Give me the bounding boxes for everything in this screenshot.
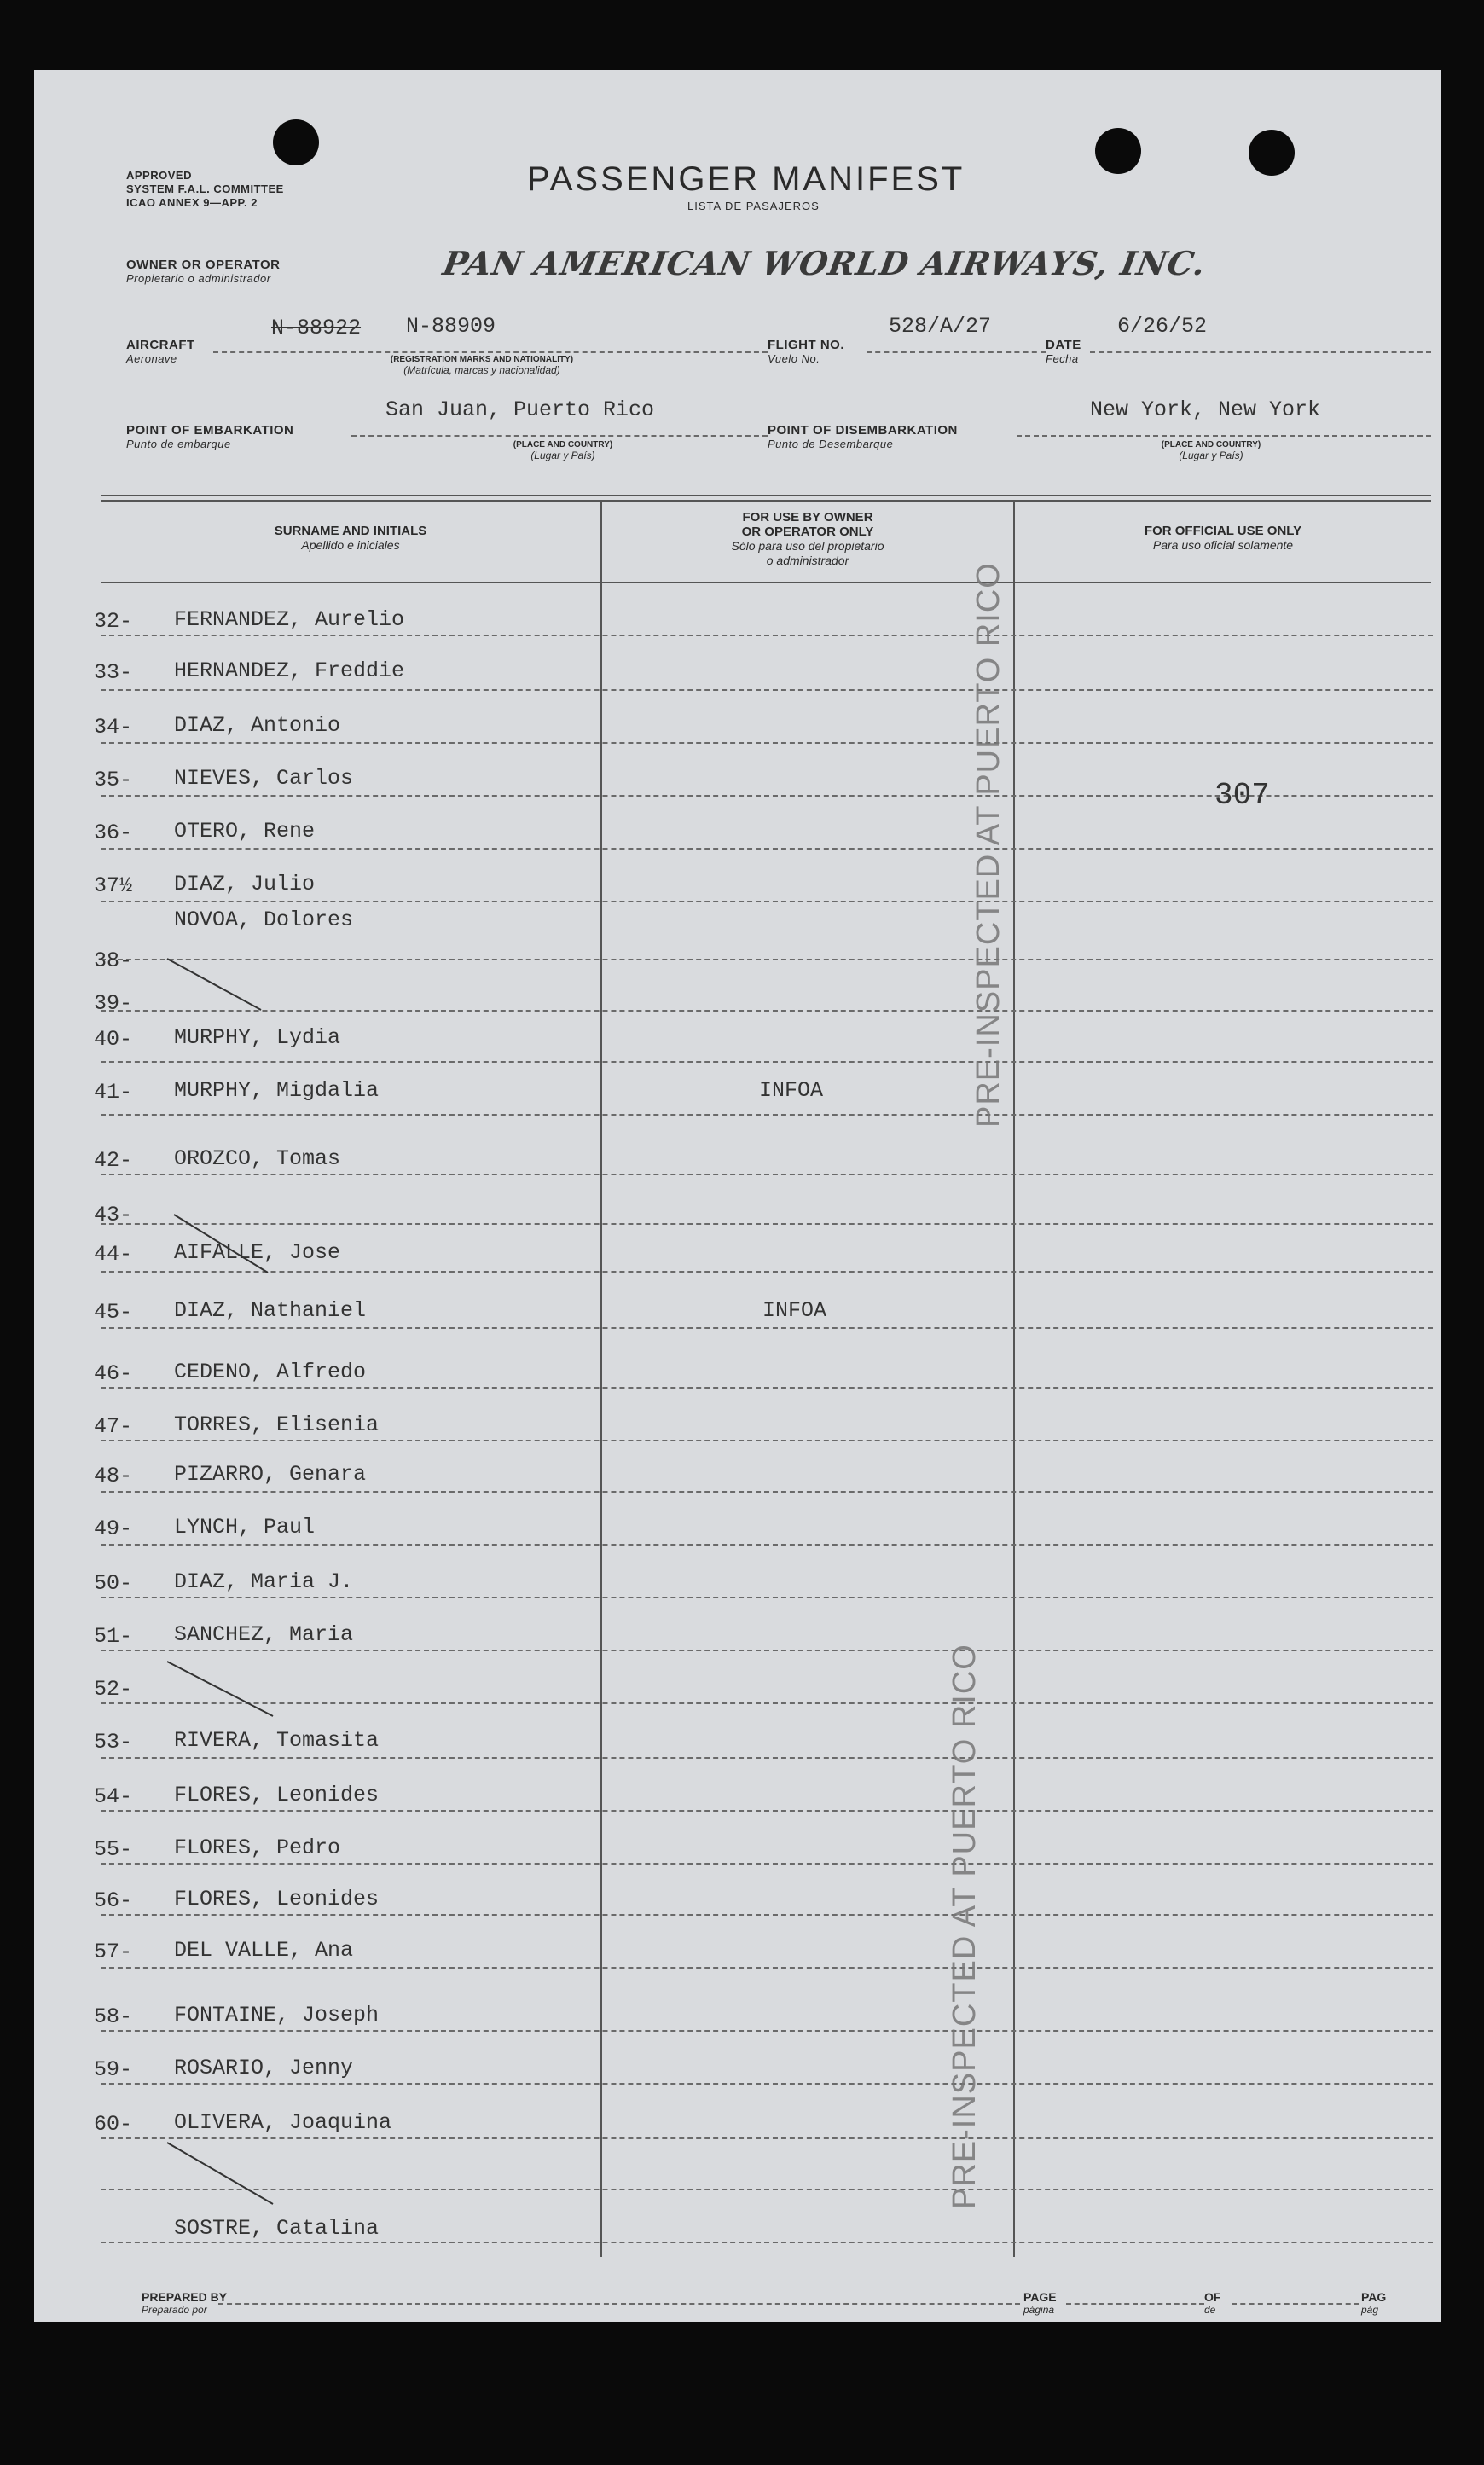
operator-note: INFOA bbox=[762, 1298, 827, 1323]
flight-label: FLIGHT NO. Vuelo No. bbox=[768, 338, 844, 365]
flight-value: 528/A/27 bbox=[889, 314, 992, 339]
passenger-name: NIEVES, Carlos bbox=[174, 766, 354, 791]
passenger-name: DIAZ, Julio bbox=[174, 872, 316, 896]
date-value: 6/26/52 bbox=[1117, 314, 1208, 339]
row-number: 32- bbox=[94, 609, 133, 634]
passenger-name: TORRES, Elisenia bbox=[174, 1412, 380, 1437]
row-number: 49- bbox=[94, 1517, 133, 1541]
passenger-name: FERNANDEZ, Aurelio bbox=[174, 607, 405, 632]
row-number: 43- bbox=[94, 1203, 133, 1227]
operator-name: PAN AMERICAN WORLD AIRWAYS, INC. bbox=[440, 244, 1209, 282]
column-header-official-use: FOR OFFICIAL USE ONLY Para uso oficial solamente bbox=[1144, 524, 1302, 552]
strike-line bbox=[167, 2143, 273, 2204]
prepared-by-label: PREPARED BY Preparado por bbox=[142, 2290, 228, 2316]
row-number: 52- bbox=[94, 1677, 133, 1702]
row-number: 35- bbox=[94, 768, 133, 792]
passenger-name: OTERO, Rene bbox=[174, 819, 316, 844]
passenger-name: ROSARIO, Jenny bbox=[174, 2056, 354, 2080]
passenger-name: CEDENO, Alfredo bbox=[174, 1360, 367, 1384]
row-number: 50- bbox=[94, 1571, 133, 1596]
passenger-name: FLORES, Leonides bbox=[174, 1783, 380, 1807]
passenger-name: OROZCO, Tomas bbox=[174, 1146, 341, 1171]
row-number: 58- bbox=[94, 2004, 133, 2029]
row-number: 39- bbox=[94, 991, 133, 1016]
passenger-name: DIAZ, Maria J. bbox=[174, 1569, 354, 1594]
owner-label: OWNER OR OPERATOR Propietario o administrador bbox=[126, 258, 281, 285]
disembarkation-caption: (PLACE AND COUNTRY) (Lugar y País) bbox=[1161, 440, 1261, 461]
strike-line bbox=[167, 1662, 273, 1716]
aircraft-caption: (REGISTRATION MARKS AND NATIONALITY) (Matrícula, marcas y nacionalidad) bbox=[390, 355, 574, 376]
row-number: 46- bbox=[94, 1361, 133, 1386]
embarkation-label: POINT OF EMBARKATION Punto de embarque bbox=[126, 423, 294, 450]
row-number: 51- bbox=[94, 1624, 133, 1649]
embarkation-caption: (PLACE AND COUNTRY) (Lugar y País) bbox=[513, 440, 613, 461]
strike-line bbox=[167, 959, 261, 1010]
page-title: PASSENGER MANIFEST bbox=[527, 160, 965, 198]
embarkation-value: San Juan, Puerto Rico bbox=[385, 397, 655, 422]
column-header-owner-use: FOR USE BY OWNER OR OPERATOR ONLY Sólo para uso del propietario o administrador bbox=[731, 510, 884, 567]
official-use-number: 307 bbox=[1214, 778, 1270, 813]
passenger-name: MURPHY, Migdalia bbox=[174, 1078, 380, 1103]
approval-note: APPROVED SYSTEM F.A.L. COMMITTEE ICAO ANNEX 9—APP. 2 bbox=[126, 169, 284, 209]
passenger-name: DIAZ, Nathaniel bbox=[174, 1298, 367, 1323]
aircraft-value: N-88909 bbox=[406, 314, 496, 339]
row-number: 47- bbox=[94, 1414, 133, 1439]
row-number: 41- bbox=[94, 1080, 133, 1105]
operator-note: INFOA bbox=[759, 1078, 824, 1103]
passenger-name: NOVOA, Dolores bbox=[174, 908, 354, 932]
row-number: 37½ bbox=[94, 873, 133, 898]
passenger-name: FONTAINE, Joseph bbox=[174, 2003, 380, 2027]
row-number: 53- bbox=[94, 1730, 133, 1754]
row-number: 54- bbox=[94, 1784, 133, 1809]
row-number: 44- bbox=[94, 1242, 133, 1267]
row-number: 36- bbox=[94, 821, 133, 845]
passenger-name: LYNCH, Paul bbox=[174, 1515, 316, 1540]
disembarkation-value: New York, New York bbox=[1090, 397, 1321, 422]
passenger-name: SOSTRE, Catalina bbox=[174, 2216, 380, 2241]
row-number: 42- bbox=[94, 1148, 133, 1173]
of-label: OF de bbox=[1204, 2290, 1221, 2316]
pre-inspected-stamp: PRE-INSPECTED AT PUERTO RICO bbox=[971, 562, 1006, 1128]
passenger-name: FLORES, Pedro bbox=[174, 1836, 341, 1860]
passenger-name: SANCHEZ, Maria bbox=[174, 1622, 354, 1647]
row-number: 38- bbox=[94, 948, 133, 973]
disembarkation-label: POINT OF DISEMBARKATION Punto de Desembarque bbox=[768, 423, 958, 450]
strike-line bbox=[174, 1215, 268, 1273]
pre-inspected-stamp: PRE-INSPECTED AT PUERTO RICO bbox=[947, 1644, 983, 2209]
pag-label: PAG pág bbox=[1361, 2290, 1387, 2316]
row-number: 60- bbox=[94, 2112, 133, 2137]
page-subtitle: LISTA DE PASAJEROS bbox=[687, 200, 820, 212]
row-number: 40- bbox=[94, 1027, 133, 1052]
row-number: 33- bbox=[94, 660, 133, 685]
row-number: 56- bbox=[94, 1888, 133, 1913]
passenger-name: DIAZ, Antonio bbox=[174, 713, 341, 738]
date-label: DATE Fecha bbox=[1046, 338, 1081, 365]
passenger-name: PIZARRO, Genara bbox=[174, 1462, 367, 1487]
row-number: 45- bbox=[94, 1300, 133, 1325]
passenger-name: DEL VALLE, Ana bbox=[174, 1938, 354, 1963]
passenger-name: FLORES, Leonides bbox=[174, 1887, 380, 1911]
row-number: 34- bbox=[94, 715, 133, 740]
passenger-name: MURPHY, Lydia bbox=[174, 1025, 341, 1050]
row-number: 59- bbox=[94, 2057, 133, 2082]
passenger-name: HERNANDEZ, Freddie bbox=[174, 658, 405, 683]
passenger-name: OLIVERA, Joaquina bbox=[174, 2110, 392, 2135]
page-label: PAGE página bbox=[1023, 2290, 1057, 2316]
aircraft-struck-value: N-88922 bbox=[271, 316, 362, 340]
row-number: 55- bbox=[94, 1837, 133, 1862]
row-number: 57- bbox=[94, 1940, 133, 1964]
column-header-surname: SURNAME AND INITIALS Apellido e iniciales bbox=[274, 524, 427, 552]
passenger-name: RIVERA, Tomasita bbox=[174, 1728, 380, 1753]
passenger-name: AIFALLE, Jose bbox=[174, 1240, 341, 1265]
aircraft-label: AIRCRAFT Aeronave bbox=[126, 338, 195, 365]
row-number: 48- bbox=[94, 1464, 133, 1488]
